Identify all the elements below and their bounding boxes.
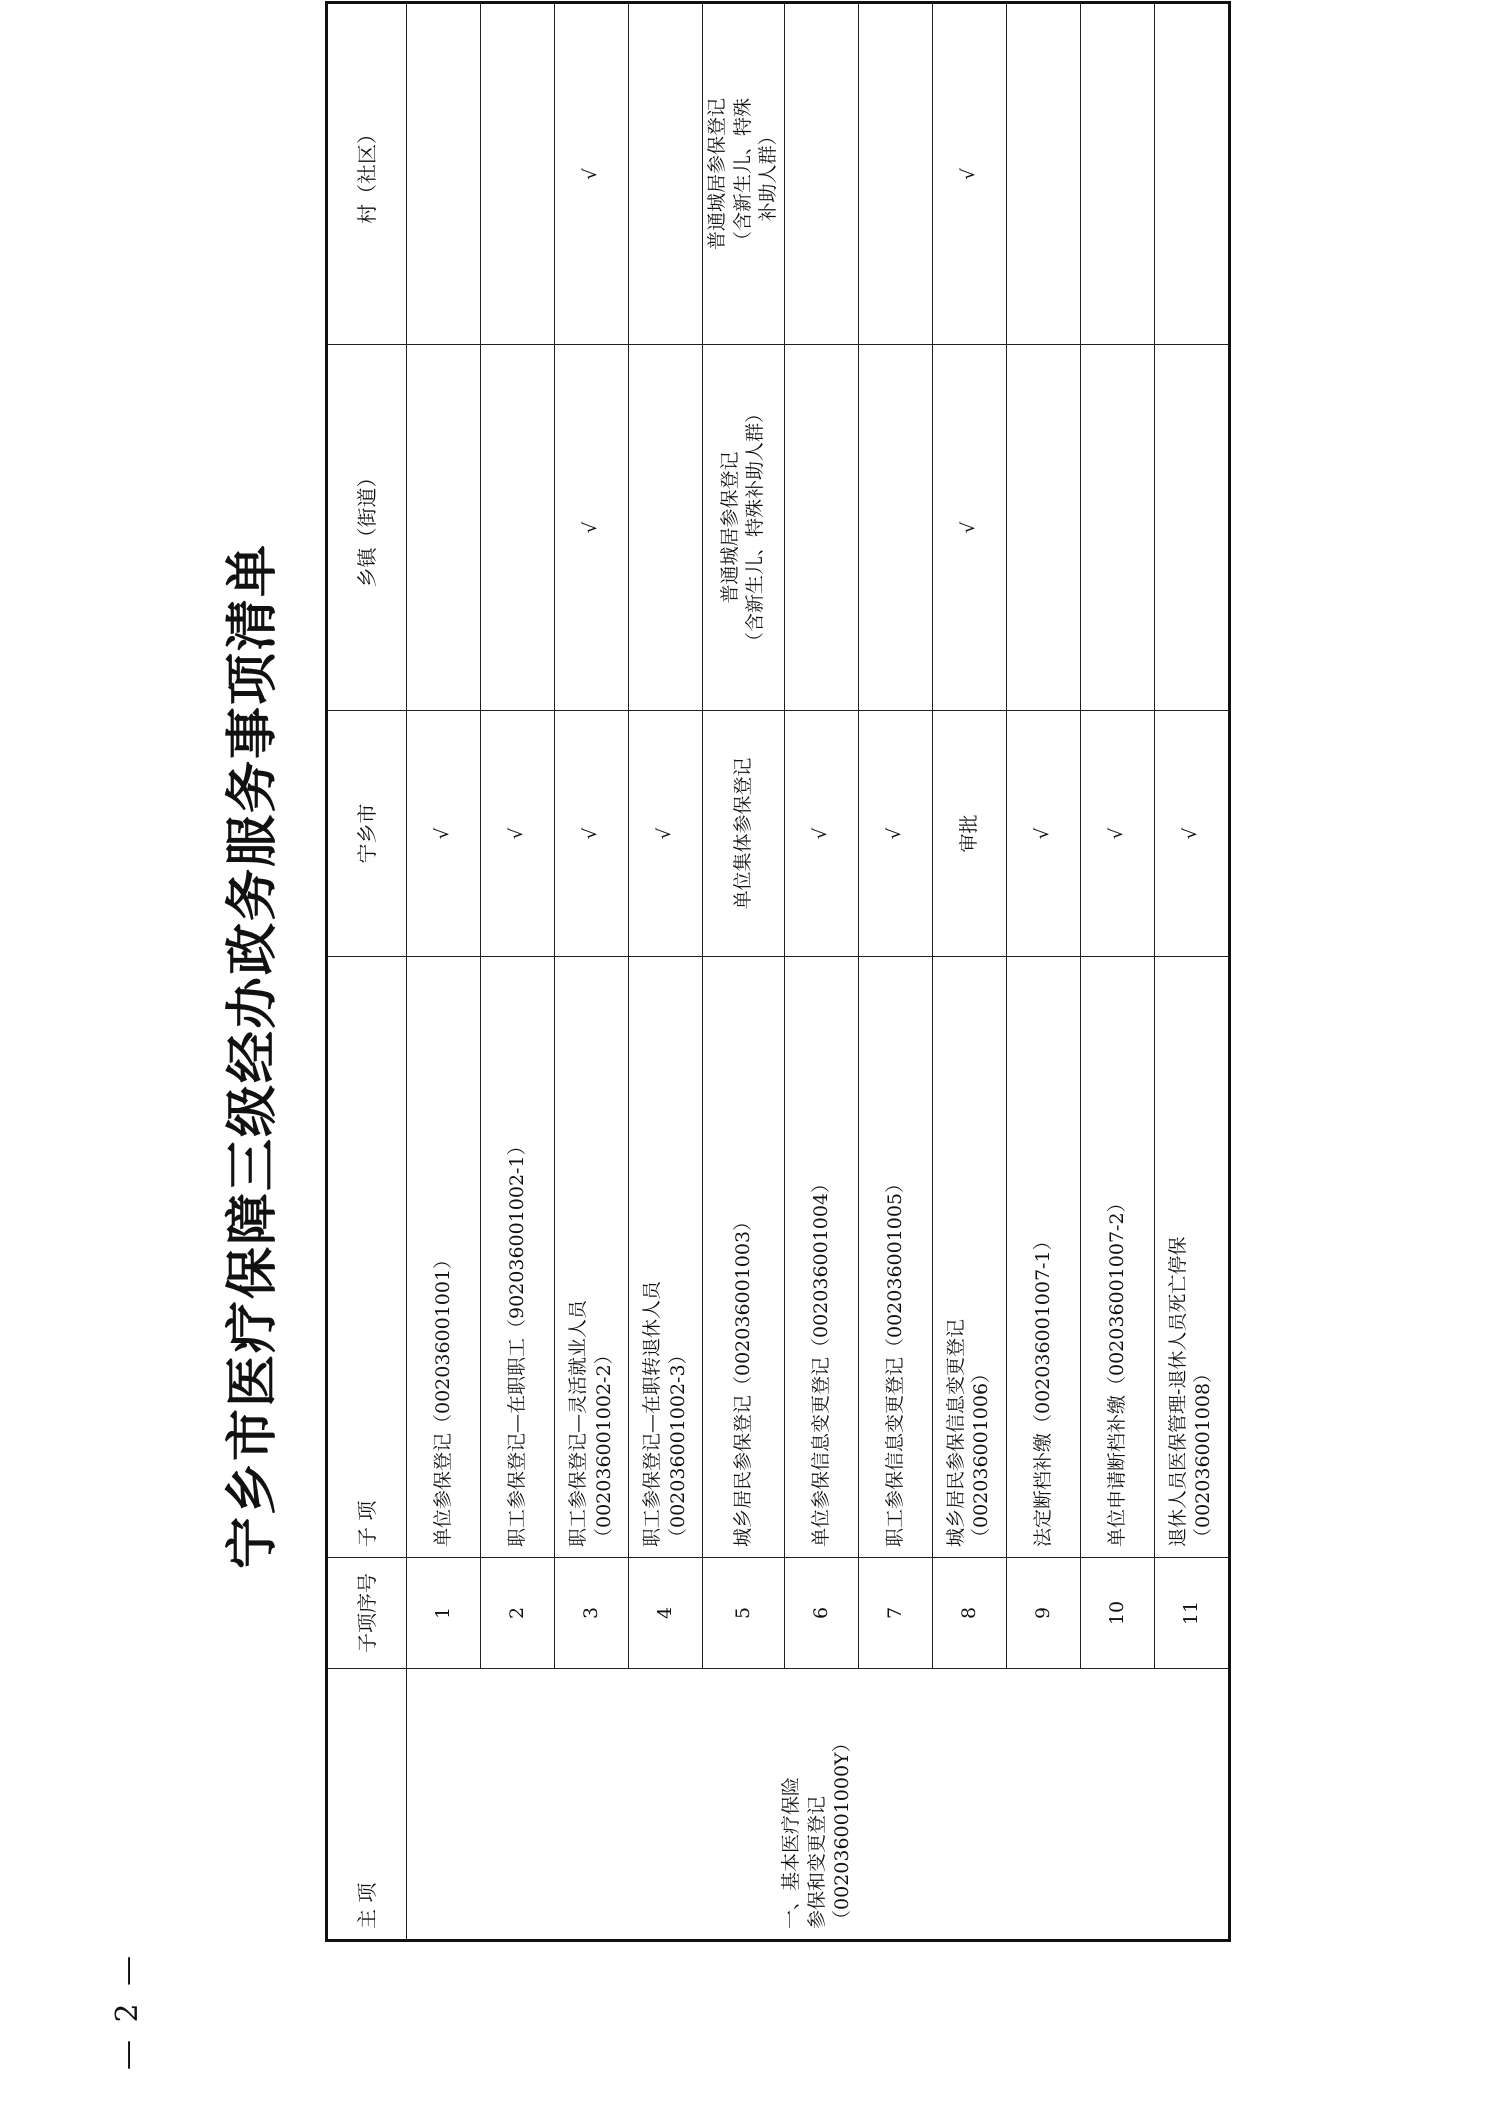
village-cell [481, 3, 555, 345]
city-cell: √ [1006, 711, 1080, 957]
city-cell: √ [858, 711, 932, 957]
sub-item-cell [1006, 957, 1080, 1558]
town-cell: √ [932, 345, 1006, 711]
city-cell: 单位集体参保登记 [703, 711, 785, 957]
town-cell [481, 345, 555, 711]
sub-item-text: 单位参保信息变更登记（002036001004） [809, 1173, 832, 1547]
table-header-row [327, 3, 407, 1941]
main-item-line2: 参保和变更登记 [805, 1795, 828, 1929]
village-text-line2: （含新生儿、特殊 [731, 98, 754, 251]
city-cell: √ [1080, 711, 1154, 957]
seq-cell: 5 [703, 1558, 785, 1669]
seq-cell: 7 [858, 1558, 932, 1669]
sub-item-text: 职工参保登记—在职转退休人员 [640, 1280, 663, 1547]
city-cell: √ [629, 711, 703, 957]
sub-item-cell [784, 957, 858, 1558]
sub-item-code: （002036001002-3） [666, 1345, 689, 1547]
main-item-line1: 一、基本医疗保险 [780, 1776, 802, 1929]
town-cell [784, 345, 858, 711]
city-cell: 审批 [932, 711, 1006, 957]
village-cell [784, 3, 858, 345]
sub-item-cell [1080, 957, 1154, 1558]
town-cell [703, 345, 785, 711]
sub-item-code: （002036001006） [970, 1363, 993, 1547]
header-town: 乡镇（街道） [327, 345, 407, 711]
sub-item-text: 法定断档补缴（002036001007-1） [1031, 1231, 1054, 1547]
village-cell [1080, 3, 1154, 345]
seq-cell: 4 [629, 1558, 703, 1669]
sub-item-cell [703, 957, 785, 1558]
town-cell [858, 345, 932, 711]
town-cell: √ [555, 345, 629, 711]
main-item-cell [407, 1669, 1230, 1941]
town-cell [1080, 345, 1154, 711]
village-cell: √ [932, 3, 1006, 345]
seq-cell: 1 [407, 1558, 481, 1669]
village-text-line1: 普通城居参保登记 [706, 98, 728, 251]
sub-item-cell [858, 957, 932, 1558]
header-sub-item: 子 项 [327, 957, 407, 1558]
sub-item-code: （002036001002-2） [592, 1345, 615, 1547]
sub-item-cell [1154, 957, 1229, 1558]
seq-cell: 2 [481, 1558, 555, 1669]
town-cell [1006, 345, 1080, 711]
sub-item-text: 单位参保登记（002036001001） [431, 1249, 454, 1547]
village-cell [629, 3, 703, 345]
village-cell: √ [555, 3, 629, 345]
seq-cell: 9 [1006, 1558, 1080, 1669]
sub-item-cell [629, 957, 703, 1558]
sub-item-cell [932, 957, 1006, 1558]
table-row [1154, 3, 1229, 1941]
table-row [858, 3, 932, 1941]
seq-cell: 6 [784, 1558, 858, 1669]
header-village: 村（社区） [327, 3, 407, 345]
sub-item-text: 城乡居民参保登记（002036001003） [731, 1211, 754, 1547]
table-row [407, 3, 481, 1941]
sub-item-text: 城乡居民参保信息变更登记 [944, 1318, 967, 1547]
city-cell: √ [1154, 711, 1229, 957]
seq-cell: 8 [932, 1558, 1006, 1669]
village-cell [858, 3, 932, 345]
sub-item-cell [481, 957, 555, 1558]
table-row [703, 3, 785, 1941]
town-text-line2: （含新生儿、特殊补助人群） [744, 404, 767, 652]
sub-item-text: 退休人员医保管理-退休人员死亡停保 [1166, 1236, 1189, 1547]
sub-item-cell [407, 957, 481, 1558]
main-item-line3: （002036001000Y） [831, 1733, 854, 1929]
town-cell [629, 345, 703, 711]
seq-cell: 11 [1154, 1558, 1229, 1669]
village-cell [1154, 3, 1229, 345]
page-title: 宁乡市医疗保障三级经办政务服务事项清单 [222, 543, 283, 1570]
seq-cell: 10 [1080, 1558, 1154, 1669]
page-number: — 2 — [110, 1951, 145, 2070]
header-main-item: 主 项 [327, 1669, 407, 1941]
table-row [784, 3, 858, 1941]
sub-item-text: 职工参保信息变更登记（002036001005） [883, 1173, 906, 1547]
city-cell: √ [481, 711, 555, 957]
header-sub-seq: 子项序号 [327, 1558, 407, 1669]
table-row [555, 3, 629, 1941]
sub-item-text: 单位申请断档补缴（002036001007-2） [1105, 1193, 1128, 1547]
sub-item-text: 职工参保登记—在职职工（902036001002-1） [505, 1136, 528, 1547]
village-cell [407, 3, 481, 345]
city-cell: √ [784, 711, 858, 957]
service-items-table [325, 1, 1231, 1942]
seq-cell: 3 [555, 1558, 629, 1669]
town-cell [407, 345, 481, 711]
village-cell [703, 3, 785, 345]
city-cell: √ [555, 711, 629, 957]
town-cell [1154, 345, 1229, 711]
sub-item-code: （002036001008） [1192, 1363, 1215, 1547]
town-text-line1: 普通城居参保登记 [718, 451, 741, 604]
city-cell: √ [407, 711, 481, 957]
service-table-wrapper [325, 1, 1231, 1942]
sub-item-cell [555, 957, 629, 1558]
table-row [1080, 3, 1154, 1941]
header-city: 宁乡市 [327, 711, 407, 957]
village-cell [1006, 3, 1080, 345]
village-text-line3: 补助人群） [757, 126, 780, 222]
table-row [629, 3, 703, 1941]
table-row [932, 3, 1006, 1941]
table-row [1006, 3, 1080, 1941]
table-row [481, 3, 555, 1941]
sub-item-text: 职工参保登记—灵活就业人员 [566, 1299, 589, 1547]
